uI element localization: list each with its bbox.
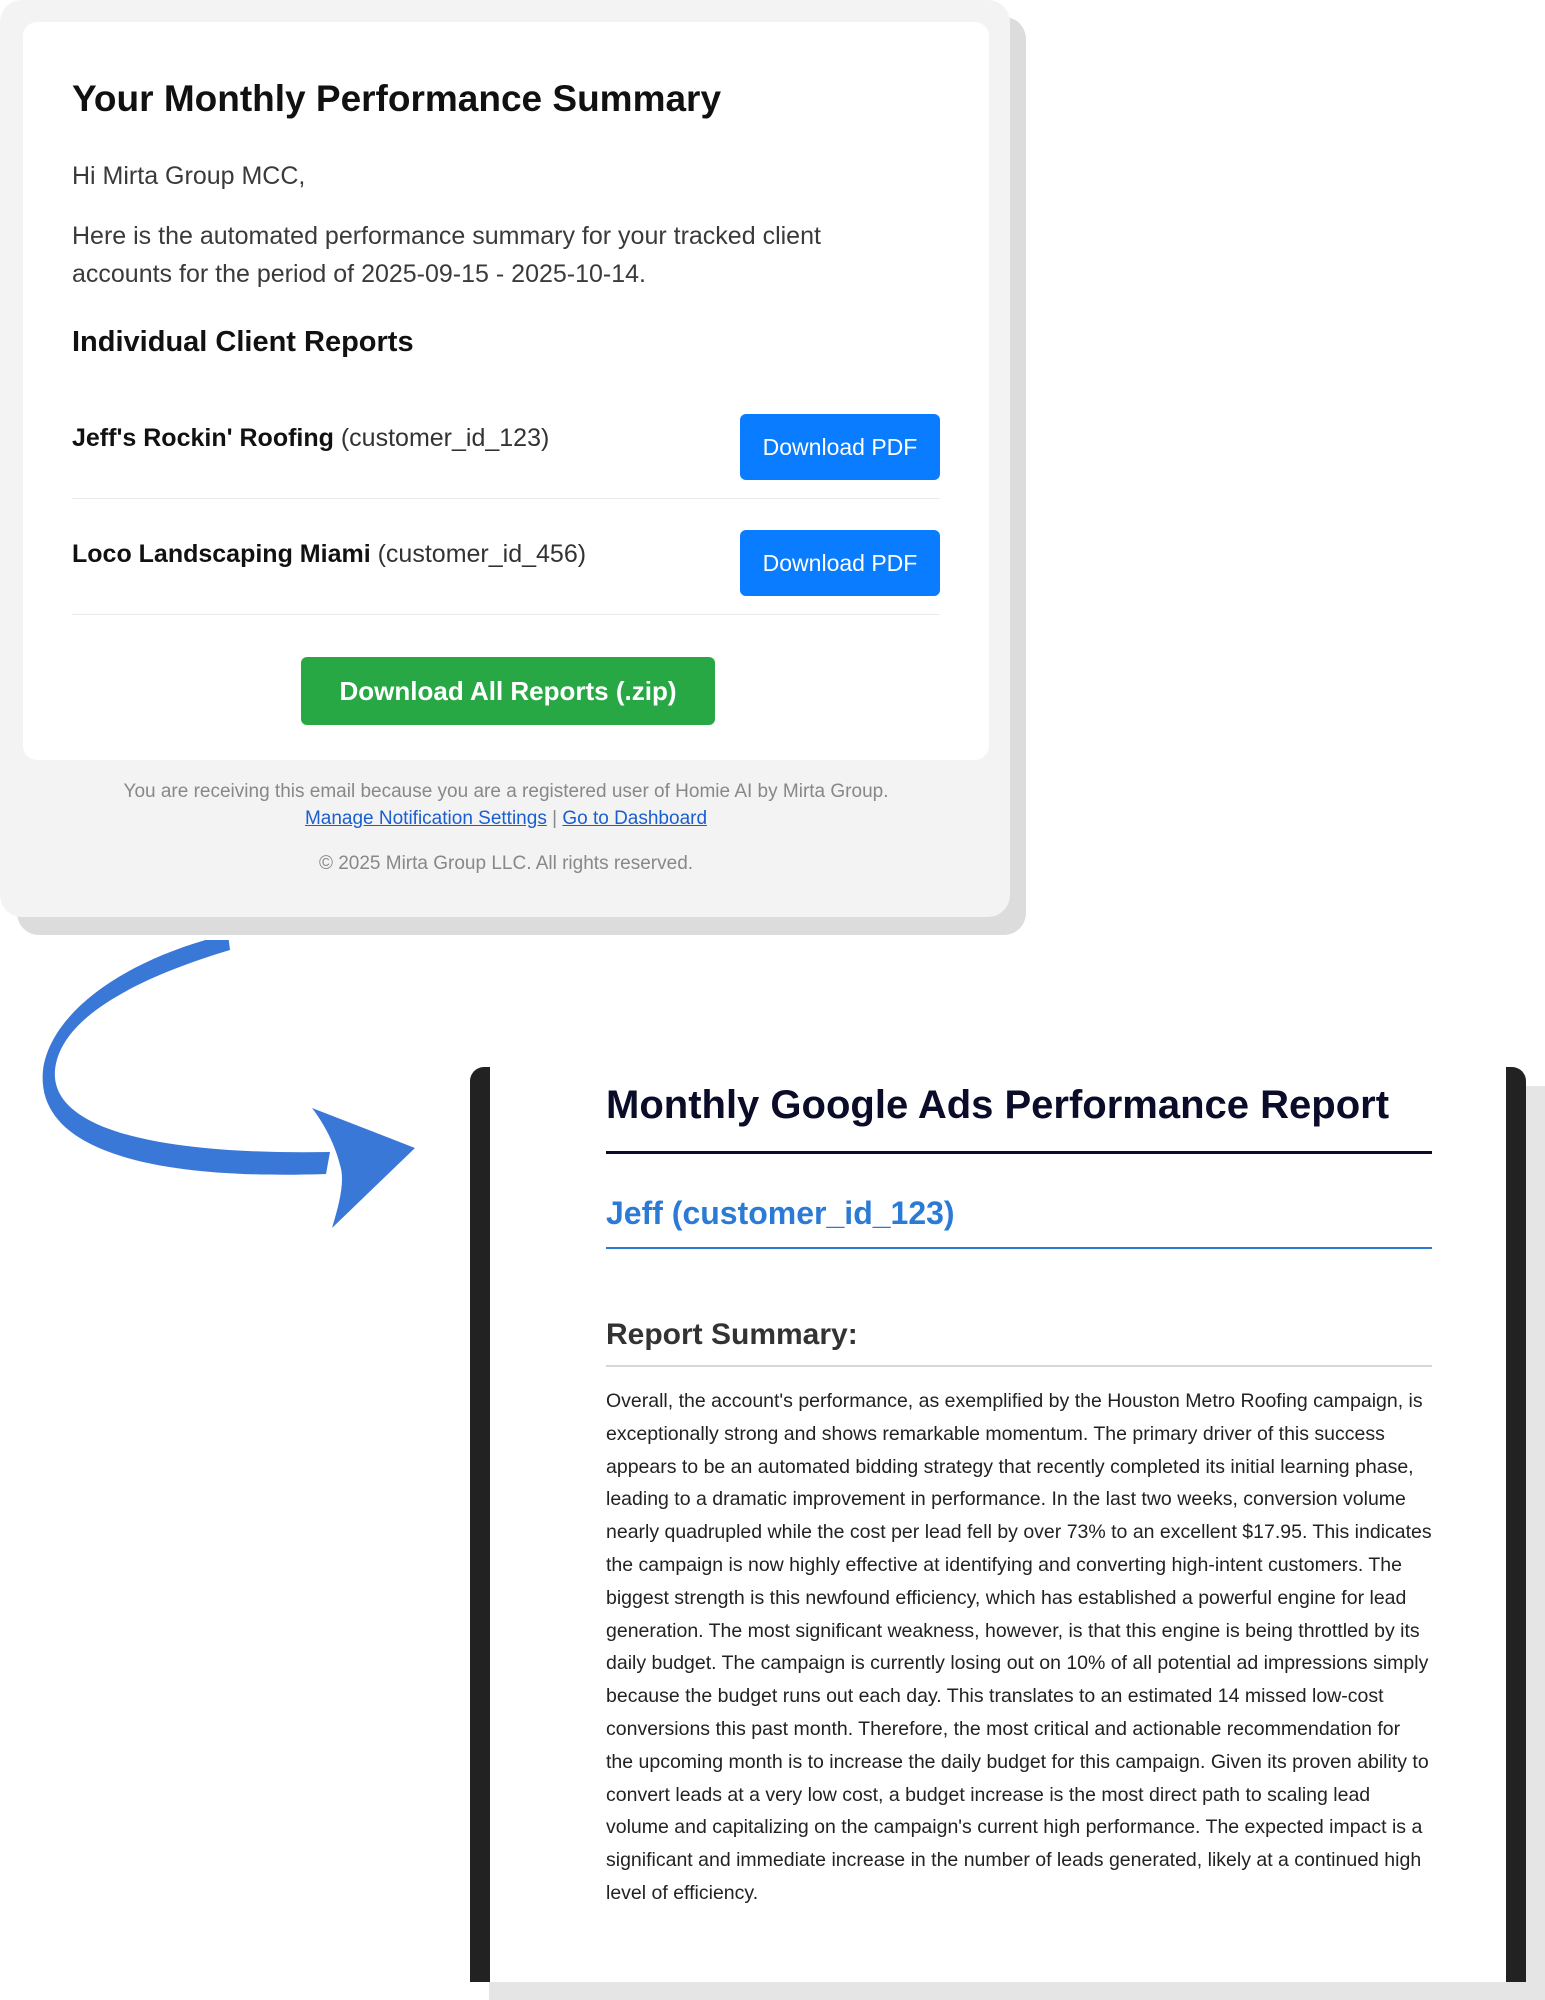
report-summary-text: Overall, the account's performance, as exemplified by the Houston Metro Roofing campaign, is exceptionally strong and shows remarkable momentum. The primary driver of this success appears to be an automated bidding strategy that recently completed its initial learning phase, leading to a dramatic improvement in performance. In the last two weeks, conversion volume nearly quadrupled while the cost per lead fell by over 73% to an excellent $17.95. This indicates the campaign is now highly effective at identifying and converting high-intent customers. The biggest strength is this newfound efficiency, which has established a powerful engine for lead generation. The most significant weakness, however, is that this engine is being throttled by its daily budget. The campaign is currently losing out on 10% of all potential ad impressions simply because the budget runs out each day. This translates to an estimated 14 missed low-cost conversions this past month. Therefore, the most critical and actionable recommendation for the upcoming month is to increase the daily budget for this campaign. Given its proven ability to convert leads at a very low cost, a budget increase is the most direct path to scaling lead volume and capitalizing on the campaign's current high performance. The expected impact is a significant and immediate increase in the number of leads generated, likely at a continued high level of efficiency. [606,1390,1432,1904]
report-document [470,1067,1526,1982]
download-pdf-button[interactable]: Download PDF [740,414,940,480]
footer-notice: You are receiving this email because you are a registered user of Homie AI by Mirta Group. [123,781,889,802]
report-client: Jeff (customer_id_123) [606,1195,955,1231]
download-pdf-button[interactable]: Download PDF [740,530,940,596]
footer-links [23,808,989,830]
manage-notification-settings-link[interactable]: Manage Notification Settings [304,808,547,829]
footer-separator: | [552,808,558,829]
client-row [72,382,940,499]
curved-arrow-icon [40,940,440,1260]
client-name: Loco Landscaping Miami [72,540,371,568]
client-label [72,540,586,569]
title-divider [606,1151,1432,1154]
copyright: © 2025 Mirta Group LLC. All rights reserved. [318,853,694,874]
client-divider [606,1247,1432,1249]
go-to-dashboard-link[interactable]: Go to Dashboard [562,808,708,829]
intro-text: Here is the automated performance summary for your tracked client accounts for the period of 2025-09-15 - 2025-10-14. [72,222,821,288]
client-label [72,424,549,453]
client-reports-heading: Individual Client Reports [72,326,414,358]
email-title: Your Monthly Performance Summary [72,78,722,119]
report-title: Monthly Google Ads Performance Report [606,1083,1390,1127]
client-id: (customer_id_123) [340,424,550,452]
greeting: Hi Mirta Group MCC, [72,162,306,190]
client-id: (customer_id_456) [377,540,587,568]
report-summary-heading: Report Summary: [606,1318,858,1351]
email-card [0,0,1010,917]
client-row [72,498,940,615]
download-all-button[interactable]: Download All Reports (.zip) [301,657,715,725]
summary-divider [606,1365,1432,1367]
client-name: Jeff's Rockin' Roofing [72,424,334,452]
email-content [23,22,989,760]
